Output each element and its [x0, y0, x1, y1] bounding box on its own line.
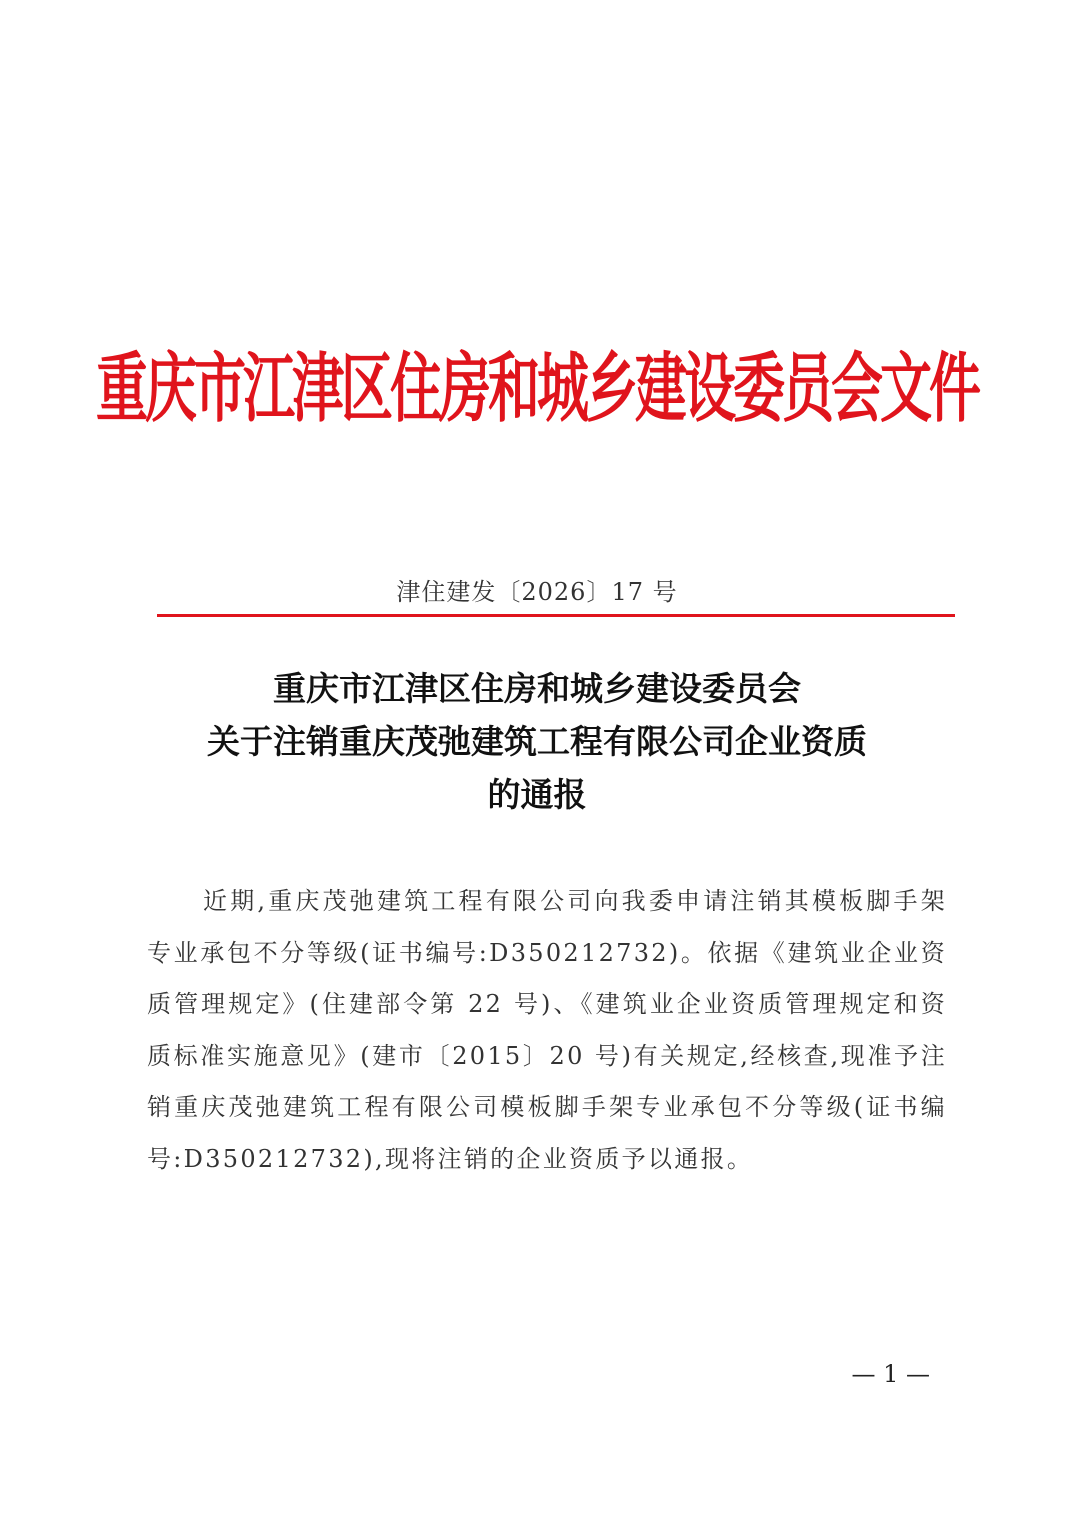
notice-body	[147, 876, 947, 1185]
page-number: — 1 —	[851, 1360, 930, 1388]
notice-title-line-3: 的通报	[487, 775, 587, 814]
notice-title-line-2: 关于注销重庆茂弛建筑工程有限公司企业资质	[207, 722, 867, 761]
red-divider-line	[157, 614, 955, 617]
document-number: 津住建发〔2026〕17 号	[396, 578, 678, 606]
notice-title-line-1: 重庆市江津区住房和城乡建设委员会	[273, 669, 801, 708]
body-paragraph: 近期,重庆茂弛建筑工程有限公司向我委申请注销其模板脚手架专业承包不分等级(证书编号:D350212732)。依据《建筑业企业资质管理规定》(住建部令第 22 号)、《建筑业企业资质管理规定和资质标准实施意见》(建市〔2015〕20 号)有关规定,经核查,现准予注销重庆茂弛建筑工程有限公司模板脚手架专业承包不分等级(证书编号:D350212732),现将注销的企业资质予以通报。	[147, 887, 947, 1173]
notice-title	[120, 662, 954, 821]
masthead-title: 重庆市江津区住房和城乡建设委员会文件	[95, 346, 978, 434]
